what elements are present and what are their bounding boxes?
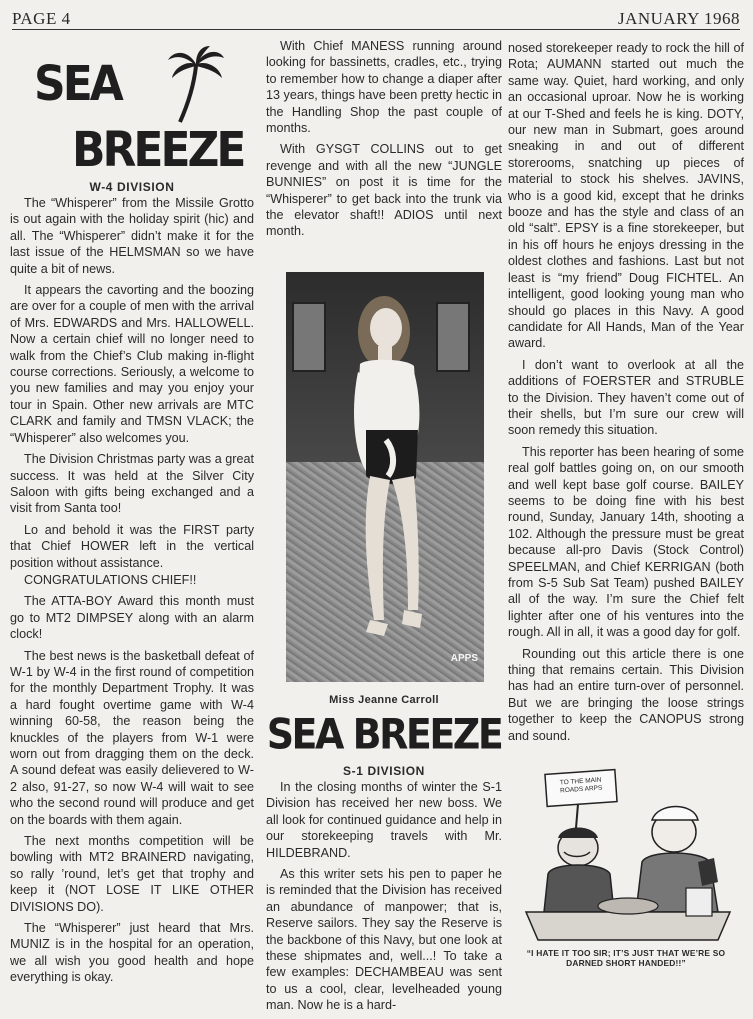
sea-breeze-logo [14, 38, 254, 178]
logo-word-sea: SEA [34, 56, 121, 113]
cartoon-sign: TO THE MAIN ROADS ARPS [559, 776, 603, 795]
issue-date: JANUARY 1968 [617, 9, 740, 28]
logo-word-breeze: BREEZE [72, 122, 244, 179]
photo-caption: Miss Jeanne Carroll [329, 693, 439, 706]
article-paragraph: The “Whisperer” just heard that Mrs. MUNIZ is in the hospital for an operation, we all wish you good health and hope everything is okay. [10, 921, 254, 985]
page-number: PAGE 4 [12, 9, 71, 28]
article-paragraph: With Chief MANESS running around looking for bassinetts, cradles, etc., trying to remember how to change a diaper after 13 years, things have been pretty hectic in the Handling Shop the past couple of months. [266, 39, 502, 136]
article-paragraph: In the closing months of winter the S-1 Division has received her new boss. We all look for continued guidance and help in our storekeeping travels with Mr. HILDEBRAND. [266, 779, 502, 860]
article-paragraph: The Division Christmas party was a great success. It was held at the Silver City Saloon with gifts being exchanged and a visit from Santa too! [10, 452, 254, 516]
congratulations-line: CONGRATULATIONS CHIEF!! [24, 572, 197, 587]
article-paragraph: The next months competition will be bowling with MT2 BRAINERD navigating, so rally ’round, let’s get that trophy and keep it (NOT LOSE IT LIKE OTHER DIVISIONS DO). [10, 834, 254, 914]
cartoon-drawing-icon [518, 762, 738, 946]
article-paragraph: This reporter has been hearing of some real golf battles going on, on our smooth and well kept base golf course. BAILEY seems to be doing fine with his best round, Sunday, January 14th, shooting a 102. Although the pressure must be great because all-pro Davis (Stock Control) SPEELMAN, and Chief KERRIGAN (both from S-5 Sub Sat Team) pushed BAILEY all of the way. I’m sure the Chief felt lighter after one of his ventures into the rough. All in all, it was a good day for golf. [508, 444, 744, 640]
photo-window [292, 302, 326, 372]
section-heading-s1: S-1 DIVISION [343, 763, 425, 778]
article-paragraph: I don’t want to overlook at all the additions of FOERSTER and STRUBLE to the Division. They haven’t come out of their shells, but I’m sure our crew will soon remedy this situation. [508, 357, 744, 438]
article-paragraph: Rounding out this article there is one thing that remains certain. This Division has had an entire turn-over of personnel. But we are bringing the loose strings together to keep the CANOPUS strong and sound. [508, 646, 744, 743]
photo-credit: APPS [450, 652, 478, 664]
cartoon-illustration [518, 762, 738, 946]
portrait-photo [286, 272, 484, 682]
article-paragraph: The best news is the basketball defeat of W-1 by W-4 in the first round of competition for the monthly Department Trophy. It was a hard fought overtime game with W-4 winning 60-58, the reason being the knuckles of the players from W-1 were worn out from dragging them on the deck. A sound defeat was easily delievered to W-2 also, 91-27, so now W-4 will wait to see who the second round will produce and get on the boards with them again. [10, 648, 254, 827]
column-1 [10, 38, 254, 991]
palm-tree-icon [166, 44, 226, 124]
article-paragraph: It appears the cavorting and the boozing are over for a couple of men with the arrival of Mrs. EDWARDS and Mrs. HALLOWELL. Now a certain chief will no longer need to walk from the Chief’s Club making in-flight course corrections. Seriously, a welcome to you new families and may you enjoy your tour in Spain. Other new arrivals are MTC CLARK and family and TMSN VLACK; the “Whisperer” also welcomes you. [10, 283, 254, 445]
article-paragraph: Lo and behold it was the FIRST party that Chief HOWER left in the vertical position without assistance. [10, 522, 254, 570]
article-paragraph: With GYSGT COLLINS out to get revenge and with all the new “JUNGLE BUNNIES” on post it is time for the “Whisperer” to get back into the trunk via the elevator shaft!! ADIOS until next month. [266, 142, 502, 239]
section-heading-w4: W-4 DIVISION [89, 180, 175, 194]
article-paragraph: The “Whisperer” from the Missile Grotto is out again with the holiday spirit (hic) and all. The “Whisperer” didn’t make it for the last issue of the HELMSMAN so we have quite a bit of news. [10, 196, 254, 276]
column-3 [508, 40, 744, 968]
cartoon-caption: “I HATE IT TOO SIR; IT’S JUST THAT WE’RE SO DARNED SHORT HANDED!!” [526, 948, 726, 969]
column-2 [266, 38, 502, 1019]
page-header [12, 8, 740, 30]
article-paragraph: As this writer sets his pen to paper he is reminded that the Division has received an abundance of manpower; that is, Reserve sailors. They say the Reserve is the backbone of this Navy, but one look at these shipmates and, well...! To take a few examples: DECHAMBEAU was sent to us a cool, clear, levelheaded young man. Now he is a hard- [266, 866, 502, 1013]
article-paragraph: The ATTA-BOY Award this month must go to MT2 DIMPSEY along with an alarm clock! [10, 594, 254, 642]
article-paragraph: nosed storekeeper ready to rock the hill of Rota; AUMANN started out much the same way. Quiet, hard working, and only an occasional uproar. Now he is working at our T-Shed and feels he is king. DOTY, our new man in Submart, goes around sneaking in and out of different storerooms, snatching up pieces of material to stock his shelves. JAVINS, who is a good kid, except that he drinks booze and has the style and class of an old “salt”. EPSY is a fine storekeeper, but in his off hours he enjoys dressing in the oldest clothes and fashions. Last but not least is “my friend” Doug FICHTEL. An intelligent, good looking young man who should go places in this Navy. A good candidate for All Hands, Man of the Year award. [508, 41, 744, 351]
sea-breeze-banner: SEA BREEZE [266, 709, 502, 759]
woman-figure-icon [326, 280, 446, 680]
